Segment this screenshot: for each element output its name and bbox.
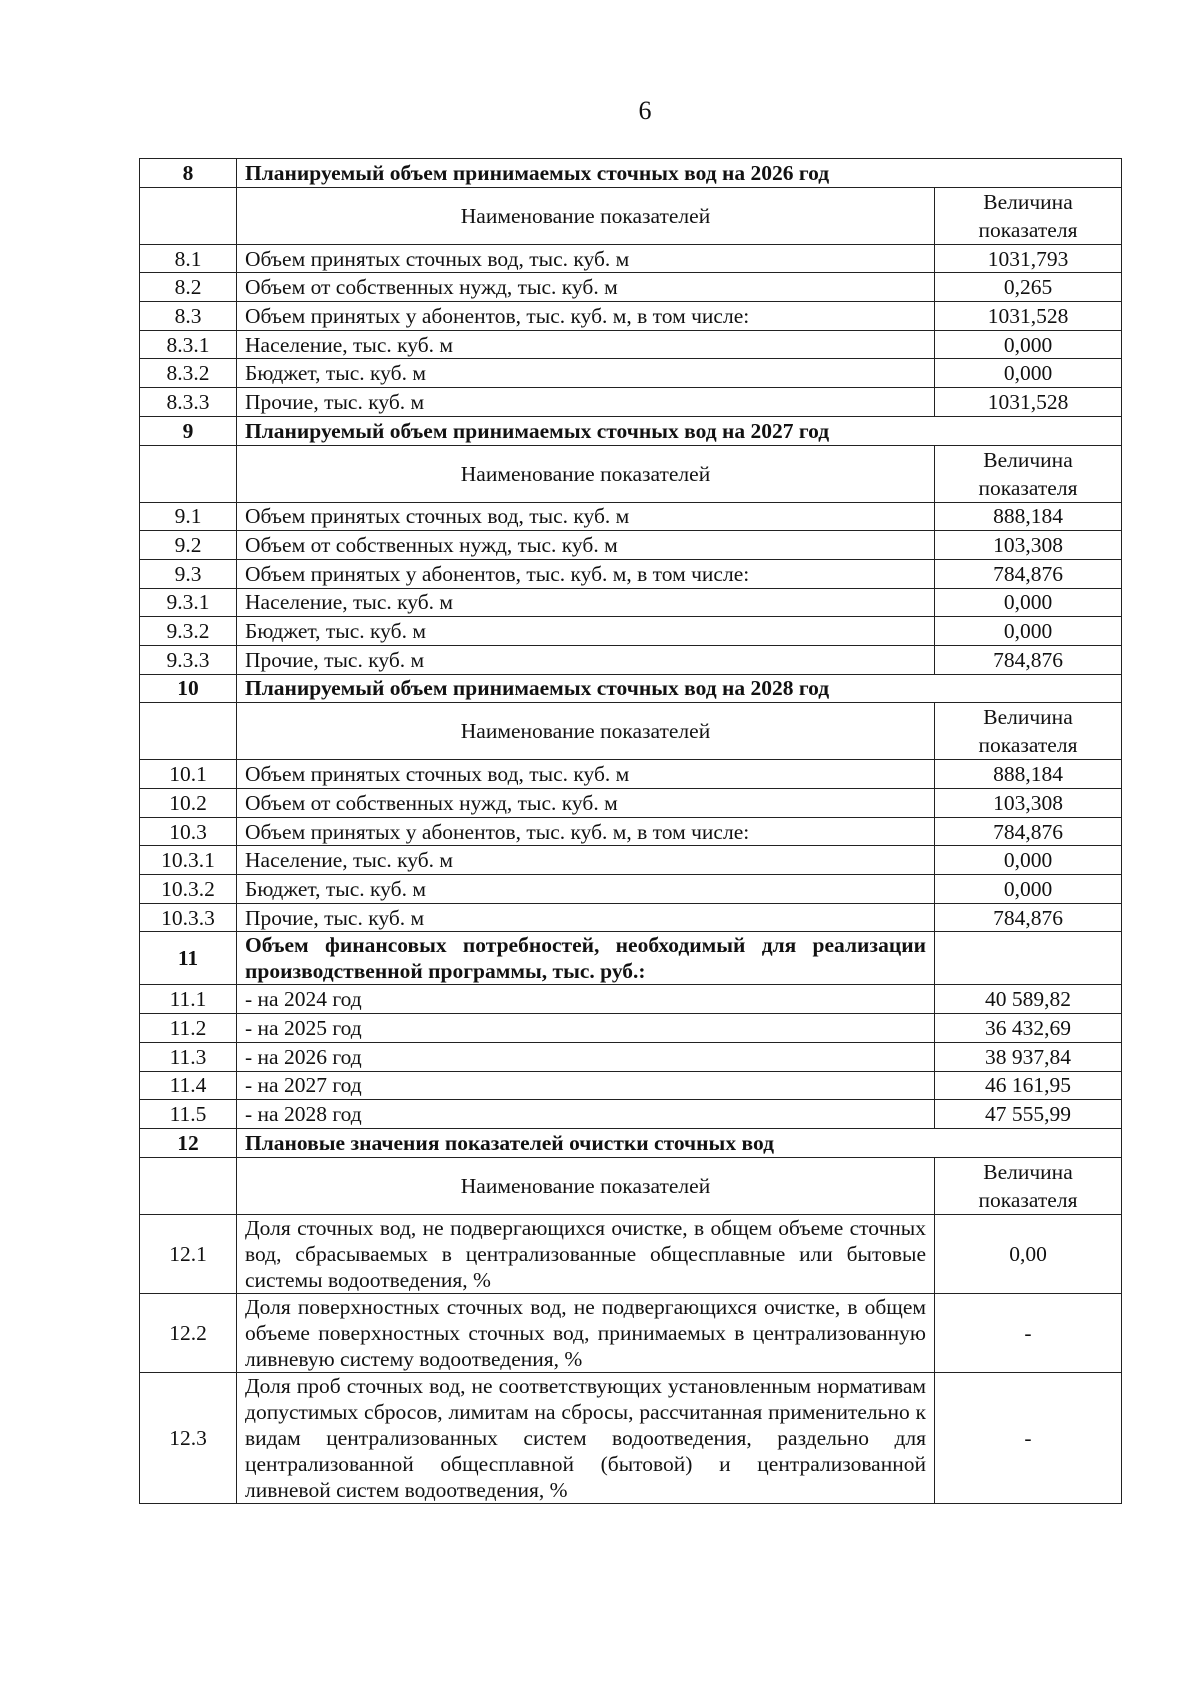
row-name: Население, тыс. куб. м <box>237 588 935 617</box>
section-header-row <box>140 932 1122 985</box>
row-name: Объем принятых сточных вод, тыс. куб. м <box>237 502 935 531</box>
column-header-row <box>140 1157 1122 1214</box>
row-name: - на 2024 год <box>237 985 935 1014</box>
indicator-value-header <box>935 187 1122 244</box>
table-row <box>140 244 1122 273</box>
row-name: Прочие, тыс. куб. м <box>237 645 935 674</box>
indicators-table <box>139 158 1122 1504</box>
value-header-line1: Величина <box>983 705 1073 730</box>
row-number: 8.1 <box>140 244 237 273</box>
row-value: 0,000 <box>935 588 1122 617</box>
row-value: 1031,793 <box>935 244 1122 273</box>
table-row <box>140 846 1122 875</box>
row-name: Бюджет, тыс. куб. м <box>237 617 935 646</box>
row-value: 0,000 <box>935 846 1122 875</box>
row-name: Объем принятых у абонентов, тыс. куб. м, в том числе: <box>237 559 935 588</box>
row-number: 8.3.1 <box>140 330 237 359</box>
row-name: Объем от собственных нужд, тыс. куб. м <box>237 273 935 302</box>
table-row <box>140 330 1122 359</box>
row-number: 10.3.2 <box>140 875 237 904</box>
table-row <box>140 359 1122 388</box>
section-title: Планируемый объем принимаемых сточных вод на 2028 год <box>237 674 1122 703</box>
row-value: 1031,528 <box>935 388 1122 417</box>
table-row <box>140 1214 1122 1293</box>
column-header-row <box>140 445 1122 502</box>
row-name: Бюджет, тыс. куб. м <box>237 875 935 904</box>
section-number: 10 <box>140 674 237 703</box>
indicator-value-header <box>935 703 1122 760</box>
row-number: 12.2 <box>140 1293 237 1372</box>
row-value: 784,876 <box>935 817 1122 846</box>
indicator-name-header: Наименование показателей <box>237 445 935 502</box>
row-number: 10.3 <box>140 817 237 846</box>
row-number: 9.2 <box>140 531 237 560</box>
row-value: 36 432,69 <box>935 1014 1122 1043</box>
table-row <box>140 985 1122 1014</box>
row-number: 9.3.3 <box>140 645 237 674</box>
section-header-row <box>140 674 1122 703</box>
section-number: 12 <box>140 1128 237 1157</box>
row-name: Население, тыс. куб. м <box>237 846 935 875</box>
row-value: 0,000 <box>935 359 1122 388</box>
row-name: Бюджет, тыс. куб. м <box>237 359 935 388</box>
row-number: 11.5 <box>140 1100 237 1129</box>
row-number: 11.4 <box>140 1071 237 1100</box>
row-value: 103,308 <box>935 789 1122 818</box>
value-header-line1: Величина <box>983 189 1073 214</box>
section-number: 8 <box>140 159 237 188</box>
row-number: 9.3.2 <box>140 617 237 646</box>
section-header-row <box>140 159 1122 188</box>
row-number: 10.2 <box>140 789 237 818</box>
row-name: Объем принятых у абонентов, тыс. куб. м, в том числе: <box>237 302 935 331</box>
table-row <box>140 388 1122 417</box>
indicator-value-header <box>935 1157 1122 1214</box>
value-header-line2: показателя <box>978 475 1078 500</box>
row-value: 40 589,82 <box>935 985 1122 1014</box>
row-value: 784,876 <box>935 645 1122 674</box>
table-row <box>140 1372 1122 1503</box>
row-value: 784,876 <box>935 903 1122 932</box>
table-row <box>140 903 1122 932</box>
table-row <box>140 302 1122 331</box>
indicator-value-header <box>935 445 1122 502</box>
indicator-name-header: Наименование показателей <box>237 703 935 760</box>
row-value: - <box>935 1293 1122 1372</box>
section-title: Планируемый объем принимаемых сточных вод на 2027 год <box>237 416 1122 445</box>
row-number: 8.3 <box>140 302 237 331</box>
row-name: - на 2026 год <box>237 1042 935 1071</box>
value-header-line2: показателя <box>978 1187 1078 1212</box>
table-row <box>140 1014 1122 1043</box>
table-row <box>140 760 1122 789</box>
row-value: - <box>935 1372 1122 1503</box>
section-number: 11 <box>140 932 237 985</box>
table-row <box>140 1042 1122 1071</box>
row-value: 0,000 <box>935 875 1122 904</box>
row-value: 47 555,99 <box>935 1100 1122 1129</box>
row-number: 8.2 <box>140 273 237 302</box>
row-number: 8.3.2 <box>140 359 237 388</box>
empty-cell <box>935 932 1122 985</box>
table-row <box>140 502 1122 531</box>
row-name: Прочие, тыс. куб. м <box>237 903 935 932</box>
empty-cell <box>140 703 237 760</box>
value-header-line1: Величина <box>983 1159 1073 1184</box>
row-name: Население, тыс. куб. м <box>237 330 935 359</box>
row-value: 888,184 <box>935 760 1122 789</box>
row-value: 0,265 <box>935 273 1122 302</box>
row-value: 0,000 <box>935 330 1122 359</box>
row-name: - на 2025 год <box>237 1014 935 1043</box>
empty-cell <box>140 1157 237 1214</box>
row-value: 1031,528 <box>935 302 1122 331</box>
row-value: 103,308 <box>935 531 1122 560</box>
indicator-name-header: Наименование показателей <box>237 1157 935 1214</box>
table-row <box>140 588 1122 617</box>
row-value: 38 937,84 <box>935 1042 1122 1071</box>
row-name: - на 2027 год <box>237 1071 935 1100</box>
column-header-row <box>140 187 1122 244</box>
value-header-line2: показателя <box>978 217 1078 242</box>
table-row <box>140 1071 1122 1100</box>
row-name: Объем принятых у абонентов, тыс. куб. м, в том числе: <box>237 817 935 846</box>
row-name: - на 2028 год <box>237 1100 935 1129</box>
table-row <box>140 531 1122 560</box>
row-number: 10.3.1 <box>140 846 237 875</box>
row-name: Объем от собственных нужд, тыс. куб. м <box>237 789 935 818</box>
value-header-line2: показателя <box>978 733 1078 758</box>
row-number: 12.1 <box>140 1214 237 1293</box>
section-title: Планируемый объем принимаемых сточных вод на 2026 год <box>237 159 1122 188</box>
row-name: Доля проб сточных вод, не соответствующих установленным нормативам допустимых сбросов, лимитам на сбросы, рассчитанная применительно к видам централизованных систем водоотведения, раздельно для централизованной общесплавной (бытовой) и централизованной ливневой систем водоотведения, % <box>237 1372 935 1503</box>
row-name: Объем принятых сточных вод, тыс. куб. м <box>237 244 935 273</box>
table-row <box>140 789 1122 818</box>
row-name: Доля поверхностных сточных вод, не подвергающихся очистке, в общем объеме поверхностных сточных вод, принимаемых в централизованную ливневую систему водоотведения, % <box>237 1293 935 1372</box>
section-title: Объем финансовых потребностей, необходимый для реализации производственной программы, тыс. руб.: <box>237 932 935 985</box>
section-header-row <box>140 416 1122 445</box>
row-number: 9.3 <box>140 559 237 588</box>
empty-cell <box>140 445 237 502</box>
table-row <box>140 1100 1122 1129</box>
table-row <box>140 645 1122 674</box>
row-number: 9.1 <box>140 502 237 531</box>
row-name: Объем от собственных нужд, тыс. куб. м <box>237 531 935 560</box>
table-row <box>140 559 1122 588</box>
table-row <box>140 817 1122 846</box>
row-value: 0,00 <box>935 1214 1122 1293</box>
page-number: 6 <box>638 96 652 125</box>
row-value: 46 161,95 <box>935 1071 1122 1100</box>
table-row <box>140 273 1122 302</box>
row-number: 11.3 <box>140 1042 237 1071</box>
row-name: Доля сточных вод, не подвергающихся очистке, в общем объеме сточных вод, сбрасываемых в централизованные общесплавные или бытовые системы водоотведения, % <box>237 1214 935 1293</box>
row-name: Объем принятых сточных вод, тыс. куб. м <box>237 760 935 789</box>
row-name: Прочие, тыс. куб. м <box>237 388 935 417</box>
row-number: 11.1 <box>140 985 237 1014</box>
empty-cell <box>140 187 237 244</box>
table-row <box>140 875 1122 904</box>
section-title: Плановые значения показателей очистки сточных вод <box>237 1128 1122 1157</box>
row-number: 8.3.3 <box>140 388 237 417</box>
value-header-line1: Величина <box>983 447 1073 472</box>
row-number: 12.3 <box>140 1372 237 1503</box>
row-value: 784,876 <box>935 559 1122 588</box>
section-number: 9 <box>140 416 237 445</box>
section-header-row <box>140 1128 1122 1157</box>
indicator-name-header: Наименование показателей <box>237 187 935 244</box>
row-value: 888,184 <box>935 502 1122 531</box>
row-number: 9.3.1 <box>140 588 237 617</box>
row-number: 11.2 <box>140 1014 237 1043</box>
table-row <box>140 617 1122 646</box>
row-value: 0,000 <box>935 617 1122 646</box>
column-header-row <box>140 703 1122 760</box>
table-row <box>140 1293 1122 1372</box>
row-number: 10.3.3 <box>140 903 237 932</box>
row-number: 10.1 <box>140 760 237 789</box>
